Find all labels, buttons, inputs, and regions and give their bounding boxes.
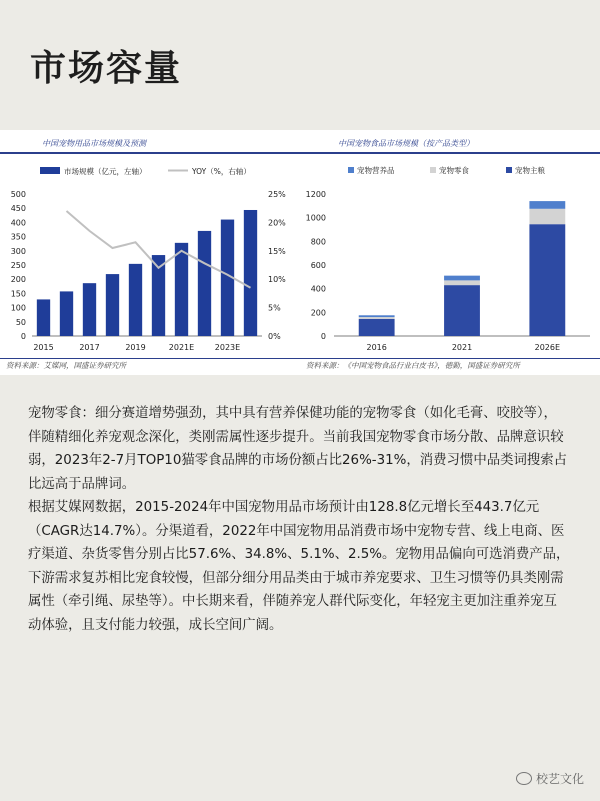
left-chart-source: 资料来源：艾媒网，国盛证券研究所: [6, 361, 126, 370]
y-tick: 600: [310, 261, 326, 270]
legend-label: 宠物营养品: [357, 166, 395, 175]
bar-market-size: [244, 210, 257, 336]
bar-market-size: [106, 274, 119, 336]
bar-market-size: [198, 231, 211, 336]
watermark: [516, 770, 584, 787]
y-tick-right: 15%: [268, 246, 286, 256]
legend-swatch: [506, 167, 512, 173]
wechat-icon: [516, 772, 532, 785]
stacked-bar-segment: [529, 209, 565, 224]
y-tick-left: 50: [15, 317, 26, 327]
legend-swatch: [348, 167, 354, 173]
x-tick-label: 2021: [451, 343, 473, 352]
y-tick-left: 350: [10, 232, 26, 242]
right-chart-heading: 中国宠物食品市场规模（按产品类型）: [338, 139, 474, 148]
pet-supplies-paragraph: 根据艾媒网数据，2015-2024年中国宠物用品市场预计由128.8亿元增长至443.7亿元（CAGR达14.7%）。分渠道看，2022年中国宠物用品消费市场中宠物专营、线上电商、医疗渠道、杂货零售分别占比57.6%、34.8%、5.1%、2.5%。宠物用品偏向可选消费产品，下游需求复苏相比宠食较慢，但部分细分用品类由于城市养宠要求、卫生习惯等仍具类刚需属性（牵引绳、尿垫等）。中长期来看，伴随养宠人群代际变化，年轻宠主更加注重养宠互动体验，且支付能力较强，成长空间广阔。: [28, 500, 570, 633]
y-tick-right: 20%: [268, 218, 286, 228]
y-tick-left: 200: [10, 275, 26, 285]
stacked-bar-segment: [444, 276, 480, 281]
x-tick-label: 2023E: [214, 343, 241, 352]
y-tick-right: 10%: [268, 275, 286, 285]
left-bottom-rule: [0, 358, 300, 359]
right-bottom-rule: [300, 358, 600, 359]
y-tick: 1000: [305, 213, 326, 223]
y-tick-left: 100: [10, 303, 26, 313]
legend-swatch-market-size: [40, 167, 60, 174]
bar-market-size: [37, 299, 50, 336]
stacked-bar-segment: [359, 315, 395, 317]
legend-label-yoy: YOY（%，右轴）: [192, 167, 251, 176]
x-tick-label: 2019: [125, 343, 146, 352]
page-title: 市场容量: [30, 47, 183, 89]
analysis-text: [28, 402, 570, 637]
y-tick-left: 0: [20, 332, 26, 341]
y-tick-left: 500: [10, 190, 26, 199]
y-tick: 1200: [305, 190, 326, 199]
x-tick-label: 2015: [33, 343, 54, 352]
y-tick-left: 450: [10, 204, 26, 214]
left-chart-heading: 中国宠物用品市场规模及预测: [42, 139, 146, 148]
y-tick-left: 150: [10, 289, 26, 299]
pet-food-market-chart: [300, 154, 600, 369]
y-tick-right: 0%: [268, 332, 281, 341]
pet-snack-paragraph: 宠物零食：细分赛道增势强劲，其中具有营养保健功能的宠物零食（如化毛膏、咬胶等），伴随精细化养宠观念深化，类刚需属性逐步提升。当前我国宠物零食市场分散、品牌意识较弱，2023年2-7月TOP10猫零食品牌的市场份额占比26%-31%，消费习惯中品类词搜索占比远高于品牌词。: [28, 406, 568, 492]
pet-supplies-market-chart: [0, 154, 300, 369]
bar-market-size: [129, 264, 142, 336]
stacked-bar-segment: [359, 319, 395, 336]
y-tick: 400: [310, 284, 326, 294]
y-tick-left: 300: [10, 246, 26, 256]
y-tick-right: 25%: [268, 190, 286, 199]
x-tick-label: 2026E: [534, 343, 561, 352]
stacked-bar-segment: [359, 317, 395, 319]
y-tick-left: 250: [10, 261, 26, 270]
y-tick: 0: [320, 332, 326, 341]
x-tick-label: 2017: [79, 343, 100, 352]
stacked-bar-segment: [529, 224, 565, 336]
legend-label-market-size: 市场规模（亿元，左轴）: [64, 167, 147, 176]
legend-label: 宠物零食: [439, 166, 469, 175]
y-tick-right: 5%: [268, 303, 281, 313]
bar-market-size: [60, 291, 73, 336]
stacked-bar-segment: [444, 285, 480, 336]
x-tick-label: 2016: [366, 343, 387, 352]
y-tick-left: 400: [10, 218, 26, 228]
y-tick: 800: [310, 237, 326, 247]
x-tick-label: 2021E: [168, 343, 195, 352]
pet-food-chart-panel: [300, 130, 600, 375]
legend-label: 宠物主粮: [515, 166, 545, 175]
right-chart-source: 资料来源：《中国宠物食品行业白皮书》，德勤，国盛证券研究所: [306, 361, 520, 370]
stacked-bar-segment: [444, 280, 480, 285]
bar-market-size: [175, 243, 188, 336]
legend-swatch: [430, 167, 436, 173]
y-tick: 200: [310, 308, 326, 318]
stacked-bar-segment: [529, 201, 565, 209]
bar-market-size: [83, 283, 96, 336]
pet-supplies-chart-panel: [0, 130, 300, 375]
watermark-text: 校艺文化: [535, 772, 584, 786]
